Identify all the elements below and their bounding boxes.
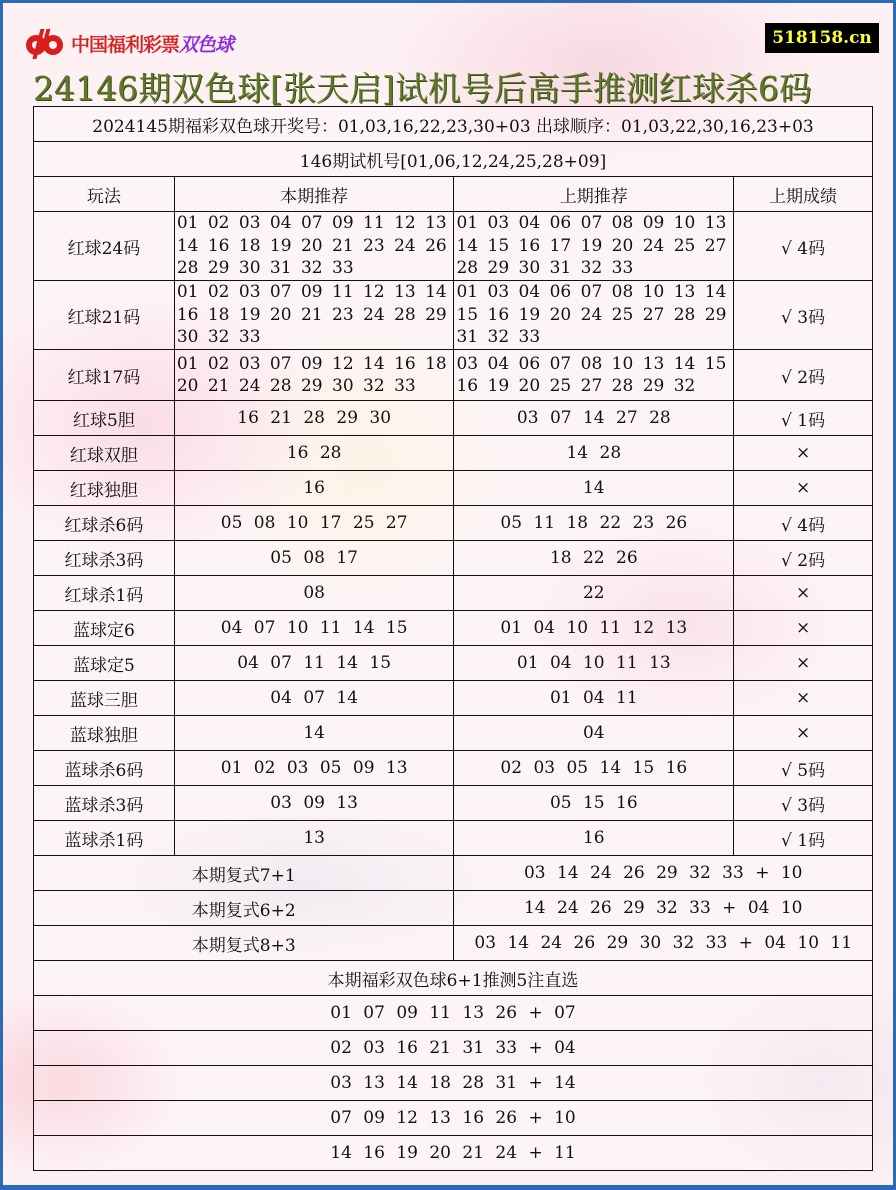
table-row: [34, 212, 873, 281]
picks-title: 本期福彩双色球6+1推测5注直选: [34, 961, 873, 996]
table-row: [34, 646, 873, 681]
compound-row: [34, 891, 873, 926]
row-current: 01 02 03 04 07 09 11 12 13 14 16 18 19 20 21 23 24 26 28 29 30 31 32 33: [174, 212, 454, 281]
row-result: ×: [734, 611, 873, 646]
table-row: [34, 281, 873, 350]
row-current: 08: [174, 576, 454, 611]
row-previous: 14: [454, 471, 734, 506]
table-row: [34, 471, 873, 506]
table-row: [34, 681, 873, 716]
pick-row: [34, 996, 873, 1031]
row-type: 红球21码: [34, 281, 175, 350]
compound-row: [34, 856, 873, 891]
pick-row: [34, 1101, 873, 1136]
row-current: 01 02 03 07 09 12 14 16 18 20 21 24 28 29 30 32 33: [174, 350, 454, 401]
header-row: [34, 177, 873, 212]
row-type: 蓝球定6: [34, 611, 175, 646]
row-type: 红球杀3码: [34, 541, 175, 576]
row-result: ×: [734, 716, 873, 751]
picks-title-row: [34, 961, 873, 996]
pick-row: [34, 1066, 873, 1101]
row-current: 05 08 10 17 25 27: [174, 506, 454, 541]
row-result: ×: [734, 471, 873, 506]
table-row: [34, 611, 873, 646]
row-type: 红球5胆: [34, 401, 175, 436]
table-row: [34, 350, 873, 401]
logo-text: 中国福利彩票: [71, 33, 180, 56]
compound-numbers: 14 24 26 29 32 33 + 04 10: [454, 891, 873, 926]
row-previous: 04: [454, 716, 734, 751]
compound-numbers: 03 14 24 26 29 32 33 + 10: [454, 856, 873, 891]
pick-row: [34, 1031, 873, 1066]
row-result: √ 3码: [734, 281, 873, 350]
row-previous: 01 04 10 11 13: [454, 646, 734, 681]
page-title: 24146期双色球[张天启]试机号后高手推测红球杀6码: [33, 69, 812, 108]
test-numbers: 146期试机号[01,06,12,24,25,28+09]: [34, 142, 873, 177]
row-type: 红球杀6码: [34, 506, 175, 541]
draw-info-row: [34, 107, 873, 142]
row-current: 04 07 14: [174, 681, 454, 716]
row-type: 蓝球独胆: [34, 716, 175, 751]
row-previous: 01 03 04 06 07 08 09 10 13 14 15 16 17 19 20 24 25 27 28 29 30 31 32 33: [454, 212, 734, 281]
row-previous: 18 22 26: [454, 541, 734, 576]
table-row: [34, 821, 873, 856]
row-previous: 05 15 16: [454, 786, 734, 821]
row-result: ×: [734, 576, 873, 611]
test-numbers-row: [34, 142, 873, 177]
row-type: 蓝球杀6码: [34, 751, 175, 786]
row-current: 04 07 11 14 15: [174, 646, 454, 681]
row-result: √ 1码: [734, 821, 873, 856]
row-result: ×: [734, 436, 873, 471]
pick-numbers: 14 16 19 20 21 24 + 11: [34, 1136, 873, 1171]
compound-label: 本期复式7+1: [34, 856, 454, 891]
logo-ssq-text: 双色球: [179, 33, 234, 56]
col-header-current: 本期推荐: [174, 177, 454, 212]
pick-numbers: 03 13 14 18 28 31 + 14: [34, 1066, 873, 1101]
row-result: √ 2码: [734, 350, 873, 401]
table-row: [34, 506, 873, 541]
row-previous: 01 04 11: [454, 681, 734, 716]
row-result: √ 2码: [734, 541, 873, 576]
col-header-result: 上期成绩: [734, 177, 873, 212]
table-row: [34, 751, 873, 786]
row-result: √ 4码: [734, 212, 873, 281]
row-previous: 05 11 18 22 23 26: [454, 506, 734, 541]
pick-numbers: 01 07 09 11 13 26 + 07: [34, 996, 873, 1031]
compound-numbers: 03 14 24 26 29 30 32 33 + 04 10 11: [454, 926, 873, 961]
pick-numbers: 02 03 16 21 31 33 + 04: [34, 1031, 873, 1066]
row-type: 蓝球杀3码: [34, 786, 175, 821]
row-type: 红球独胆: [34, 471, 175, 506]
site-badge[interactable]: 518158.cn: [765, 23, 879, 53]
row-current: 16 28: [174, 436, 454, 471]
pick-row: [34, 1136, 873, 1171]
table-row: [34, 401, 873, 436]
compound-row: [34, 926, 873, 961]
col-header-type: 玩法: [34, 177, 175, 212]
table-row: [34, 716, 873, 751]
row-previous: 03 04 06 07 08 10 13 14 15 16 19 20 25 27 28 29 32: [454, 350, 734, 401]
col-header-previous: 上期推荐: [454, 177, 734, 212]
row-result: √ 3码: [734, 786, 873, 821]
compound-label: 本期复式8+3: [34, 926, 454, 961]
row-current: 01 02 03 07 09 11 12 13 14 16 18 19 20 21 23 24 28 29 30 32 33: [174, 281, 454, 350]
lottery-logo: [23, 27, 233, 59]
row-type: 红球17码: [34, 350, 175, 401]
row-result: √ 5码: [734, 751, 873, 786]
prediction-table: [33, 106, 873, 1171]
row-type: 红球双胆: [34, 436, 175, 471]
draw-line: 2024145期福彩双色球开奖号：01,03,16,22,23,30+03 出球顺序：01,03,22,30,16,23+03: [34, 107, 873, 142]
cwl-logo-icon: [23, 27, 67, 59]
row-type: 蓝球定5: [34, 646, 175, 681]
row-current: 04 07 10 11 14 15: [174, 611, 454, 646]
row-previous: 03 07 14 27 28: [454, 401, 734, 436]
row-current: 13: [174, 821, 454, 856]
row-previous: 16: [454, 821, 734, 856]
row-previous: 01 03 04 06 07 08 10 13 14 15 16 19 20 24 25 27 28 29 31 32 33: [454, 281, 734, 350]
table-row: [34, 576, 873, 611]
row-result: ×: [734, 646, 873, 681]
row-result: √ 1码: [734, 401, 873, 436]
row-type: 蓝球三胆: [34, 681, 175, 716]
table-row: [34, 541, 873, 576]
row-previous: 01 04 10 11 12 13: [454, 611, 734, 646]
pick-numbers: 07 09 12 13 16 26 + 10: [34, 1101, 873, 1136]
row-current: 16 21 28 29 30: [174, 401, 454, 436]
row-current: 01 02 03 05 09 13: [174, 751, 454, 786]
row-previous: 14 28: [454, 436, 734, 471]
row-previous: 22: [454, 576, 734, 611]
compound-label: 本期复式6+2: [34, 891, 454, 926]
row-type: 红球24码: [34, 212, 175, 281]
row-current: 14: [174, 716, 454, 751]
row-type: 蓝球杀1码: [34, 821, 175, 856]
row-previous: 02 03 05 14 15 16: [454, 751, 734, 786]
table-row: [34, 436, 873, 471]
row-type: 红球杀1码: [34, 576, 175, 611]
row-result: ×: [734, 681, 873, 716]
row-current: 16: [174, 471, 454, 506]
row-current: 03 09 13: [174, 786, 454, 821]
row-result: √ 4码: [734, 506, 873, 541]
table-row: [34, 786, 873, 821]
row-current: 05 08 17: [174, 541, 454, 576]
